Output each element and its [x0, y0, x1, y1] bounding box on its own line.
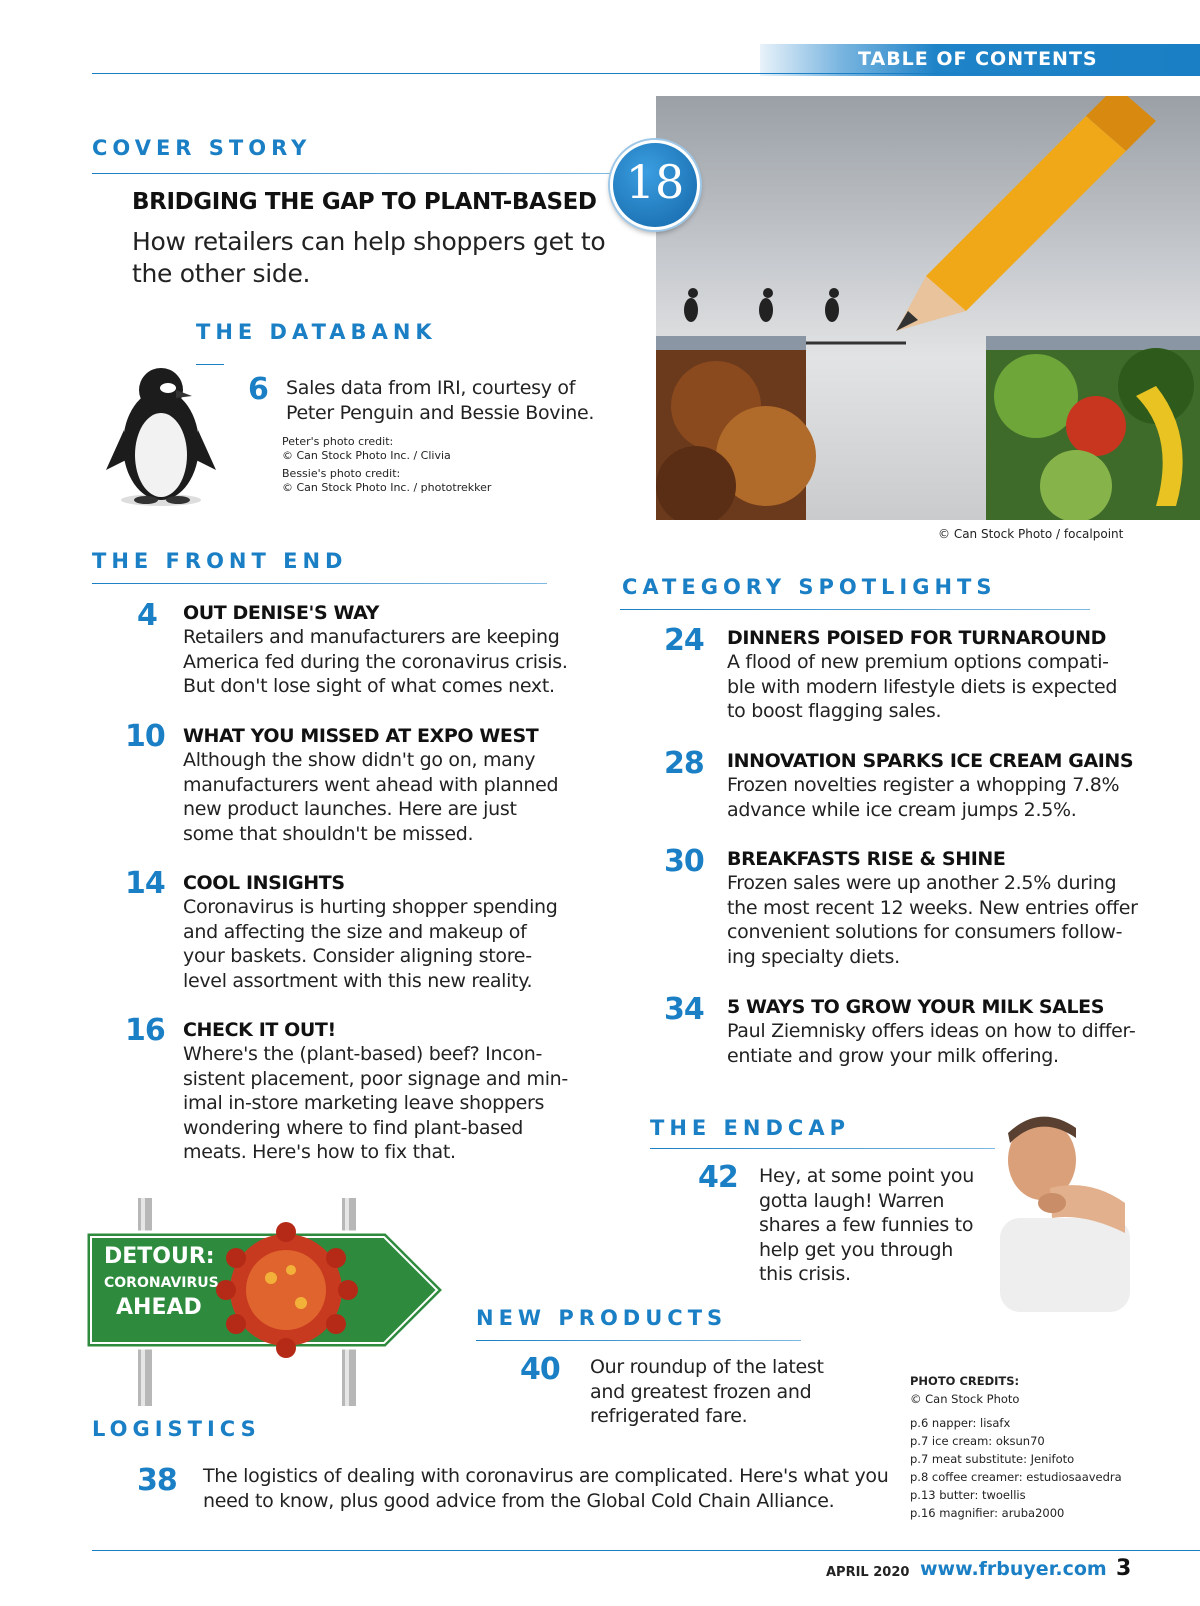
credit-line: Peter's photo credit: — [282, 435, 394, 448]
endcap-page-number[interactable]: 42 — [698, 1160, 738, 1195]
footer-date: APRIL 2020 — [826, 1565, 910, 1580]
item-description — [183, 1042, 568, 1165]
photo-credit-line: p.13 butter: twoellis — [910, 1488, 1026, 1502]
item-title[interactable]: BREAKFASTS RISE & SHINE — [727, 848, 1006, 870]
databank-line: Peter Penguin and Bessie Bovine. — [286, 401, 595, 424]
new-products-line: Our roundup of the latest — [590, 1356, 824, 1378]
endcap-line: shares a few funnies to — [759, 1214, 974, 1236]
databank-page-number[interactable]: 6 — [248, 372, 268, 407]
databank-line: Sales data from IRI, courtesy of — [286, 377, 576, 399]
item-page-number[interactable]: 4 — [137, 598, 157, 633]
detour-sign-graphic — [86, 1198, 446, 1406]
item-line: level assortment with this new reality. — [183, 969, 533, 992]
item-line: imal in-store marketing leave shoppers — [183, 1092, 545, 1114]
penguin-image — [96, 360, 226, 510]
logistics-line: need to know, plus good advice from the Global Cold Chain Alliance. — [203, 1489, 835, 1512]
item-line: But don't lose sight of what comes next. — [183, 675, 555, 697]
item-title[interactable]: COOL INSIGHTS — [183, 872, 345, 894]
photo-credit-line: p.7 ice cream: oksun70 — [910, 1434, 1045, 1448]
logistics-line: The logistics of dealing with coronavirus are complicated. Here's what you — [203, 1465, 889, 1487]
photo-credit-line: p.6 napper: lisafx — [910, 1416, 1011, 1430]
databank-description — [286, 376, 594, 425]
cover-story-rule — [92, 173, 612, 174]
item-page-number[interactable]: 14 — [125, 866, 165, 901]
cover-photo-credit: © Can Stock Photo / focalpoint — [938, 527, 1124, 541]
item-line: America fed during the coronavirus crisis. — [183, 650, 568, 673]
item-line: meats. Here's how to fix that. — [183, 1141, 456, 1163]
cover-story-line: the other side. — [132, 259, 311, 288]
item-title[interactable]: OUT DENISE'S WAY — [183, 602, 380, 624]
item-page-number[interactable]: 28 — [664, 746, 704, 781]
cover-story-line: How retailers can help shoppers get to — [132, 227, 606, 256]
item-line: advance while ice cream jumps 2.5%. — [727, 798, 1077, 821]
detour-sign-line2: CORONAVIRUS — [104, 1275, 219, 1291]
credit-line: © Can Stock Photo Inc. / Clivia — [282, 449, 451, 462]
item-page-number[interactable]: 30 — [664, 844, 704, 879]
item-page-number[interactable]: 10 — [125, 719, 165, 754]
item-line: entiate and grow your milk offering. — [727, 1044, 1059, 1067]
item-description — [183, 625, 568, 699]
detour-sign-line3: AHEAD — [116, 1295, 202, 1320]
endcap-line: Hey, at some point you — [759, 1165, 974, 1187]
footer-rule — [92, 1550, 1200, 1551]
category-spotlights-rule — [620, 609, 1090, 610]
databank-section-title: THE DATABANK — [196, 320, 437, 344]
endcap-rule — [650, 1148, 995, 1149]
cover-story-page-badge[interactable] — [610, 140, 700, 230]
new-products-section-title: NEW PRODUCTS — [476, 1306, 728, 1330]
front-end-rule — [92, 583, 547, 584]
item-line: A flood of new premium options compati- — [727, 651, 1109, 673]
photo-credit-line: p.7 meat substitute: Jenifoto — [910, 1452, 1075, 1466]
item-title[interactable]: 5 WAYS TO GROW YOUR MILK SALES — [727, 996, 1105, 1018]
endcap-line: gotta laugh! Warren — [759, 1189, 945, 1212]
item-page-number[interactable]: 24 — [664, 623, 704, 658]
new-products-line: and greatest frozen and — [590, 1380, 812, 1403]
item-line: Although the show didn't go on, many — [183, 749, 536, 771]
item-line: to boost flagging sales. — [727, 700, 942, 722]
item-line: some that shouldn't be missed. — [183, 822, 474, 845]
item-description — [183, 748, 558, 846]
credit-line: © Can Stock Photo Inc. / phototrekker — [282, 481, 492, 494]
photo-credit-line: p.16 magnifier: aruba2000 — [910, 1506, 1065, 1520]
sneezing-man-image — [990, 1108, 1130, 1312]
endcap-description — [759, 1164, 974, 1287]
item-description — [727, 871, 1138, 969]
detour-sign-line1: DETOUR: — [104, 1244, 215, 1269]
header-rule — [92, 73, 1200, 74]
item-line: Paul Ziemnisky offers ideas on how to differ- — [727, 1020, 1136, 1042]
toc-header-label: TABLE OF CONTENTS — [858, 48, 1098, 70]
photo-credit-line: p.8 coffee creamer: estudiosaavedra — [910, 1470, 1122, 1484]
new-products-line: refrigerated fare. — [590, 1405, 748, 1427]
front-end-section-title: THE FRONT END — [92, 549, 348, 573]
item-line: ble with modern lifestyle diets is expected — [727, 675, 1118, 698]
item-description — [727, 1019, 1135, 1068]
photo-credits-title: PHOTO CREDITS: — [910, 1374, 1020, 1388]
item-line: and affecting the size and makeup of — [183, 920, 527, 943]
item-page-number[interactable]: 16 — [125, 1013, 165, 1048]
item-description — [183, 895, 558, 993]
logistics-page-number[interactable]: 38 — [137, 1463, 177, 1498]
cover-story-title: BRIDGING THE GAP TO PLANT-BASED — [132, 189, 597, 215]
item-line: Where's the (plant-based) beef? Incon- — [183, 1043, 542, 1065]
databank-photo-credits — [282, 435, 491, 495]
item-line: sistent placement, poor signage and min- — [183, 1067, 568, 1090]
item-line: new product launches. Here are just — [183, 798, 517, 820]
new-products-description — [590, 1355, 824, 1429]
item-description — [727, 773, 1119, 822]
new-products-rule — [476, 1340, 801, 1341]
item-description — [727, 650, 1117, 724]
item-line: the most recent 12 weeks. New entries offer — [727, 896, 1138, 919]
logistics-section-title: LOGISTICS — [92, 1417, 261, 1441]
item-page-number[interactable]: 34 — [664, 992, 704, 1027]
footer-page-number: 3 — [1116, 1556, 1132, 1581]
photo-credits-block — [910, 1372, 1122, 1522]
photo-credits-source: © Can Stock Photo — [910, 1392, 1020, 1406]
cover-story-section-title: COVER STORY — [92, 136, 312, 160]
item-line: your baskets. Consider aligning store- — [183, 945, 532, 967]
cover-photo-illustration — [656, 96, 1200, 520]
credit-line: Bessie's photo credit: — [282, 467, 401, 480]
item-line: Coronavirus is hurting shopper spending — [183, 896, 558, 918]
item-title[interactable]: CHECK IT OUT! — [183, 1019, 336, 1041]
item-line: ing specialty diets. — [727, 945, 900, 968]
item-line: convenient solutions for consumers follow- — [727, 921, 1123, 943]
item-title[interactable]: INNOVATION SPARKS ICE CREAM GAINS — [727, 750, 1134, 772]
item-line: Frozen sales were up another 2.5% during — [727, 872, 1117, 894]
endcap-line: help get you through — [759, 1238, 953, 1261]
item-line: Frozen novelties register a whopping 7.8% — [727, 774, 1120, 796]
item-title[interactable]: DINNERS POISED FOR TURNAROUND — [727, 627, 1107, 649]
cover-photo — [656, 96, 1200, 520]
cover-story-page-number: 18 — [625, 155, 685, 209]
endcap-line: this crisis. — [759, 1263, 851, 1285]
logistics-description — [203, 1464, 889, 1513]
category-spotlights-section-title: CATEGORY SPOTLIGHTS — [622, 575, 997, 599]
new-products-page-number[interactable]: 40 — [520, 1352, 560, 1387]
cover-story-description — [132, 226, 605, 290]
item-title[interactable]: WHAT YOU MISSED AT EXPO WEST — [183, 725, 539, 747]
endcap-section-title: THE ENDCAP — [650, 1116, 850, 1140]
item-line: wondering where to find plant-based — [183, 1116, 523, 1139]
item-line: manufacturers went ahead with planned — [183, 773, 559, 796]
item-line: Retailers and manufacturers are keeping — [183, 626, 560, 648]
footer-url[interactable]: www.frbuyer.com — [920, 1558, 1107, 1580]
